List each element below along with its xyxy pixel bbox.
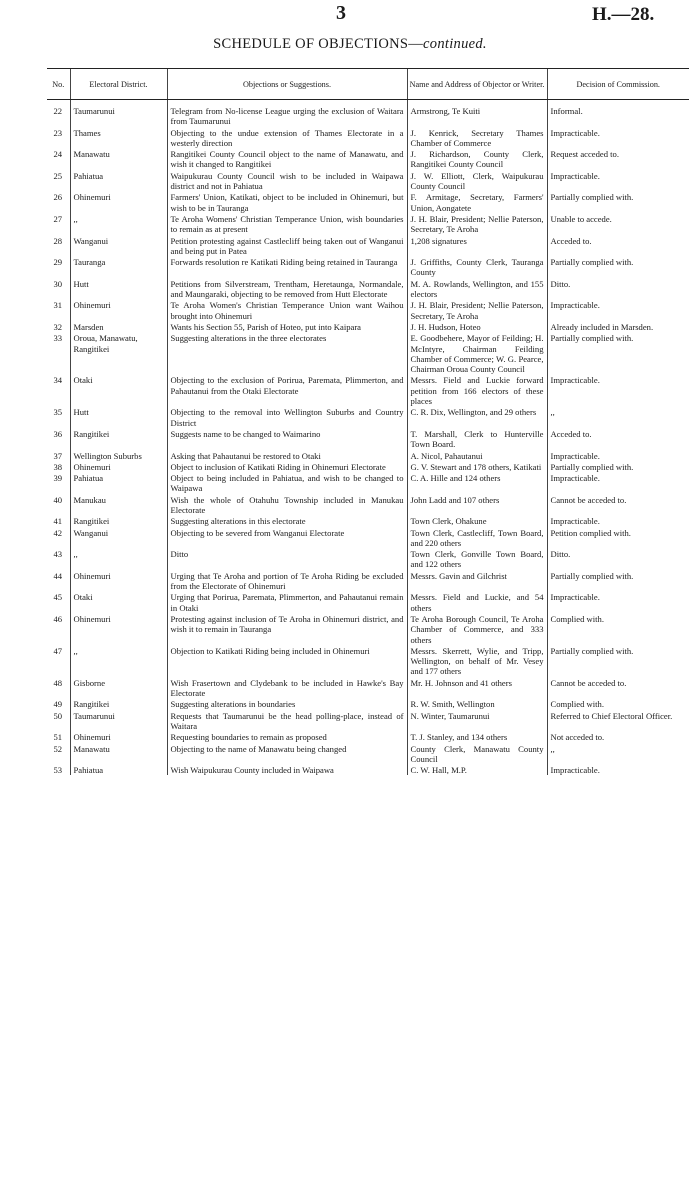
decision-cell: Petition complied with.: [547, 527, 689, 549]
table-row: [47, 450, 689, 461]
objection-cell: Suggests name to be changed to Waimarino: [167, 428, 407, 450]
district-cell: Ohinemuri: [70, 613, 167, 645]
district-cell: Manawatu: [70, 743, 167, 765]
table-row: [47, 710, 689, 732]
decision-cell: Impracticable.: [547, 170, 689, 192]
name-cell: Messrs. Gavin and Gilchrist: [407, 570, 547, 592]
name-cell: E. Goodbehere, Mayor of Feilding; H. McIntyre, Chairman Feilding Chamber of Commerce; W. G. Pearce, Chairman Oroua County Council: [407, 332, 547, 374]
objection-cell: Objection to Katikati Riding being included in Ohinemuri: [167, 645, 407, 677]
decision-cell: Acceded to.: [547, 235, 689, 257]
objection-cell: Objecting to the undue extension of Thames Electorate in a westerly direction: [167, 127, 407, 149]
header-row: [47, 69, 689, 100]
decision-cell: Impracticable.: [547, 450, 689, 461]
table-row: [47, 428, 689, 450]
table-row: [47, 213, 689, 235]
table-body: [47, 100, 689, 776]
table-row: [47, 461, 689, 472]
row-number: 40: [53, 494, 63, 505]
objection-cell: Objecting to the exclusion of Porirua, Paremata, Plimmerton, and Pahautanui from the Otaki Electorate: [167, 374, 407, 406]
row-number: 38: [53, 461, 63, 472]
decision-cell: Already included in Marsden.: [547, 321, 689, 332]
table-row: [47, 645, 689, 677]
name-cell: J. Kenrick, Secretary Thames Chamber of Commerce: [407, 127, 547, 149]
district-cell: Ohinemuri: [70, 731, 167, 742]
decision-cell: Ditto.: [547, 548, 689, 570]
header-no: No.: [47, 69, 70, 100]
row-number: 45: [53, 592, 63, 603]
decision-cell: Informal.: [547, 100, 689, 127]
table-row: [47, 127, 689, 149]
district-cell: ,,: [70, 645, 167, 677]
district-cell: Manawatu: [70, 148, 167, 170]
objection-cell: Rangitikei County Council object to the name of Manawatu, and wish it changed to Rangitikei: [167, 148, 407, 170]
district-cell: ,,: [70, 548, 167, 570]
row-number: 47: [53, 645, 63, 656]
district-cell: Wanganui: [70, 235, 167, 257]
name-cell: Mr. H. Johnson and 41 others: [407, 677, 547, 699]
decision-cell: Impracticable.: [547, 515, 689, 526]
table-row: [47, 591, 689, 613]
district-cell: Rangitikei: [70, 698, 167, 709]
objections-table: [47, 68, 689, 775]
table-row: [47, 321, 689, 332]
objection-cell: Te Aroha Womens' Christian Temperance Union, wish boundaries to remain as at present: [167, 213, 407, 235]
objection-cell: Urging that Te Aroha and portion of Te Aroha Riding be excluded from the Electorate of Ohinemuri: [167, 570, 407, 592]
schedule-title-suffix: continued.: [423, 36, 487, 52]
objection-cell: Objecting to the name of Manawatu being changed: [167, 743, 407, 765]
district-cell: ,,: [70, 213, 167, 235]
table-row: [47, 299, 689, 321]
objection-cell: Wants his Section 55, Parish of Hoteo, put into Kaipara: [167, 321, 407, 332]
schedule-title: [0, 36, 700, 53]
decision-cell: Referred to Chief Electoral Officer.: [547, 710, 689, 732]
decision-cell: Impracticable.: [547, 299, 689, 321]
row-number: 46: [53, 613, 63, 624]
decision-cell: Acceded to.: [547, 428, 689, 450]
name-cell: Messrs. Field and Luckie forward petition from 166 electors of these places: [407, 374, 547, 406]
row-number: 31: [53, 300, 63, 311]
name-cell: Te Aroha Borough Council, Te Aroha Chamber of Commerce, and 333 others: [407, 613, 547, 645]
decision-cell: Impracticable.: [547, 472, 689, 494]
name-cell: J. H. Blair, President; Nellie Paterson, Secretary, Te Aroha: [407, 213, 547, 235]
row-number: 49: [53, 699, 63, 710]
district-cell: Thames: [70, 127, 167, 149]
district-cell: Marsden: [70, 321, 167, 332]
header-decision: Decision of Commission.: [547, 69, 689, 100]
objection-cell: Suggesting alterations in boundaries: [167, 698, 407, 709]
decision-cell: Unable to accede.: [547, 213, 689, 235]
table-row: [47, 278, 689, 300]
decision-cell: Impracticable.: [547, 127, 689, 149]
objection-cell: Requests that Taumarunui be the head polling-place, instead of Waitara: [167, 710, 407, 732]
decision-cell: Complied with.: [547, 698, 689, 709]
row-number: 35: [53, 407, 63, 418]
row-number: 29: [53, 257, 63, 268]
header-name: Name and Address of Objector or Writer.: [407, 69, 547, 100]
row-number: 24: [53, 149, 63, 160]
table-row: [47, 494, 689, 516]
name-cell: F. Armitage, Secretary, Farmers' Union, Aongatete: [407, 191, 547, 213]
decision-cell: Not acceded to.: [547, 731, 689, 742]
table-row: [47, 613, 689, 645]
table-row: [47, 472, 689, 494]
name-cell: J. H. Blair, President; Nellie Paterson, Secretary, Te Aroha: [407, 299, 547, 321]
row-number: 42: [53, 527, 63, 538]
name-cell: J. W. Elliott, Clerk, Waipukurau County Council: [407, 170, 547, 192]
district-cell: Manukau: [70, 494, 167, 516]
header-objection: Objections or Suggestions.: [167, 69, 407, 100]
table-row: [47, 100, 689, 127]
objection-cell: Ditto: [167, 548, 407, 570]
name-cell: T. J. Stanley, and 134 others: [407, 731, 547, 742]
objection-cell: Suggesting alterations in this electorate: [167, 515, 407, 526]
decision-cell: Partially complied with.: [547, 332, 689, 374]
district-cell: Wanganui: [70, 527, 167, 549]
objection-cell: Urging that Porirua, Paremata, Plimmerton, and Pahautanui remain in Otaki: [167, 591, 407, 613]
decision-cell: Partially complied with.: [547, 461, 689, 472]
table-row: [47, 374, 689, 406]
row-number: 25: [53, 170, 63, 181]
district-cell: Hutt: [70, 278, 167, 300]
table-row: [47, 698, 689, 709]
decision-cell: ,,: [547, 743, 689, 765]
table-row: [47, 743, 689, 765]
row-number: 26: [53, 192, 63, 203]
district-cell: Taumarunui: [70, 710, 167, 732]
row-number: 51: [53, 732, 63, 743]
decision-cell: Cannot be acceded to.: [547, 677, 689, 699]
decision-cell: Partially complied with.: [547, 191, 689, 213]
name-cell: Town Clerk, Gonville Town Board, and 122 others: [407, 548, 547, 570]
district-cell: Oroua, Manawatu, Rangitikei: [70, 332, 167, 374]
table-row: [47, 731, 689, 742]
row-number: 37: [53, 450, 63, 461]
objection-cell: Wish the whole of Otahuhu Township included in Manukau Electorate: [167, 494, 407, 516]
name-cell: R. W. Smith, Wellington: [407, 698, 547, 709]
row-number: 34: [53, 375, 63, 386]
table-row: [47, 677, 689, 699]
objection-cell: Object to being included in Pahiatua, and wish to be changed to Waipawa: [167, 472, 407, 494]
name-cell: C. W. Hall, M.P.: [407, 764, 547, 775]
table-row: [47, 406, 689, 428]
objection-cell: Suggesting alterations in the three electorates: [167, 332, 407, 374]
name-cell: Messrs. Field and Luckie, and 54 others: [407, 591, 547, 613]
objection-cell: Waipukurau County Council wish to be included in Waipawa district and not in Pahiatua: [167, 170, 407, 192]
objection-cell: Wish Waipukurau County included in Waipawa: [167, 764, 407, 775]
row-number: 44: [53, 570, 63, 581]
decision-cell: Cannot be acceded to.: [547, 494, 689, 516]
table-row: [47, 148, 689, 170]
objection-cell: Telegram from No-license League urging the exclusion of Waitara from Taumarunui: [167, 100, 407, 127]
name-cell: Town Clerk, Castlecliff, Town Board, and 220 others: [407, 527, 547, 549]
row-number: 33: [53, 333, 63, 344]
objection-cell: Petition protesting against Castlecliff being taken out of Wanganui and being put in Patea: [167, 235, 407, 257]
name-cell: G. V. Stewart and 178 others, Katikati: [407, 461, 547, 472]
district-cell: Pahiatua: [70, 764, 167, 775]
row-number: 50: [53, 710, 63, 721]
decision-cell: Impracticable.: [547, 374, 689, 406]
table-row: [47, 170, 689, 192]
district-cell: Rangitikei: [70, 428, 167, 450]
table-row: [47, 235, 689, 257]
district-cell: Tauranga: [70, 256, 167, 278]
district-cell: Otaki: [70, 591, 167, 613]
page-number: 3: [336, 2, 346, 24]
name-cell: Armstrong, Te Kuiti: [407, 100, 547, 127]
table-row: [47, 764, 689, 775]
row-number: 53: [53, 765, 63, 776]
row-number: 48: [53, 677, 63, 688]
decision-cell: ,,: [547, 406, 689, 428]
name-cell: County Clerk, Manawatu County Council: [407, 743, 547, 765]
document-reference: H.—28.: [592, 4, 655, 25]
table-row: [47, 548, 689, 570]
name-cell: A. Nicol, Pahautanui: [407, 450, 547, 461]
name-cell: J. Griffiths, County Clerk, Tauranga County: [407, 256, 547, 278]
table-row: [47, 515, 689, 526]
objection-cell: Wish Frasertown and Clydebank to be included in Hawke's Bay Electorate: [167, 677, 407, 699]
header-district: Electoral District.: [70, 69, 167, 100]
table-row: [47, 570, 689, 592]
table-row: [47, 332, 689, 374]
objection-cell: Petitions from Silverstream, Trentham, Heretaunga, Normandale, and Maungaraki, objecting to be removed from Hutt Electorate: [167, 278, 407, 300]
row-number: 22: [53, 106, 63, 116]
district-cell: Pahiatua: [70, 170, 167, 192]
district-cell: Gisborne: [70, 677, 167, 699]
decision-cell: Request acceded to.: [547, 148, 689, 170]
objection-cell: Farmers' Union, Katikati, object to be included in Ohinemuri, but wish to be in Tauranga: [167, 191, 407, 213]
objection-cell: Protesting against inclusion of Te Aroha in Ohinemuri district, and wish it to remain in Tauranga: [167, 613, 407, 645]
objection-cell: Objecting to be severed from Wanganui Electorate: [167, 527, 407, 549]
district-cell: Wellington Suburbs: [70, 450, 167, 461]
name-cell: Town Clerk, Ohakune: [407, 515, 547, 526]
objection-cell: Objecting to the removal into Wellington Suburbs and Country District: [167, 406, 407, 428]
district-cell: Otaki: [70, 374, 167, 406]
row-number: 39: [53, 473, 63, 484]
name-cell: J. H. Hudson, Hoteo: [407, 321, 547, 332]
row-number: 52: [53, 743, 63, 754]
name-cell: C. A. Hille and 124 others: [407, 472, 547, 494]
row-number: 28: [53, 235, 63, 246]
row-number: 32: [53, 321, 63, 332]
row-number: 30: [53, 278, 63, 289]
row-number: 36: [53, 428, 63, 439]
district-cell: Ohinemuri: [70, 570, 167, 592]
district-cell: Taumarunui: [70, 100, 167, 127]
table-row: [47, 256, 689, 278]
district-cell: Rangitikei: [70, 515, 167, 526]
district-cell: Pahiatua: [70, 472, 167, 494]
decision-cell: Impracticable.: [547, 764, 689, 775]
district-cell: Ohinemuri: [70, 299, 167, 321]
objection-cell: Requesting boundaries to remain as proposed: [167, 731, 407, 742]
name-cell: J. Richardson, County Clerk, Rangitikei County Council: [407, 148, 547, 170]
row-number: 43: [53, 549, 63, 560]
name-cell: T. Marshall, Clerk to Hunterville Town Board.: [407, 428, 547, 450]
name-cell: John Ladd and 107 others: [407, 494, 547, 516]
row-number: 27: [53, 213, 63, 224]
objection-cell: Object to inclusion of Katikati Riding in Ohinemuri Electorate: [167, 461, 407, 472]
district-cell: Hutt: [70, 406, 167, 428]
decision-cell: Partially complied with.: [547, 570, 689, 592]
objection-cell: Te Aroha Women's Christian Temperance Union want Waihou brought into Ohinemuri: [167, 299, 407, 321]
decision-cell: Impracticable.: [547, 591, 689, 613]
decision-cell: Partially complied with.: [547, 256, 689, 278]
district-cell: Ohinemuri: [70, 191, 167, 213]
name-cell: M. A. Rowlands, Wellington, and 155 electors: [407, 278, 547, 300]
decision-cell: Complied with.: [547, 613, 689, 645]
row-number: 23: [53, 127, 63, 138]
objection-cell: Forwards resolution re Katikati Riding being retained in Tauranga: [167, 256, 407, 278]
objection-cell: Asking that Pahautanui be restored to Otaki: [167, 450, 407, 461]
schedule-title-text: SCHEDULE OF OBJECTIONS—: [213, 36, 424, 52]
district-cell: Ohinemuri: [70, 461, 167, 472]
table-row: [47, 527, 689, 549]
name-cell: Messrs. Skerrett, Wylie, and Tripp, Wellington, on behalf of Mr. Vesey and 177 others: [407, 645, 547, 677]
decision-cell: Ditto.: [547, 278, 689, 300]
row-number: 41: [53, 516, 63, 527]
name-cell: C. R. Dix, Wellington, and 29 others: [407, 406, 547, 428]
name-cell: N. Winter, Taumarunui: [407, 710, 547, 732]
decision-cell: Partially complied with.: [547, 645, 689, 677]
name-cell: 1,208 signatures: [407, 235, 547, 257]
table-row: [47, 191, 689, 213]
